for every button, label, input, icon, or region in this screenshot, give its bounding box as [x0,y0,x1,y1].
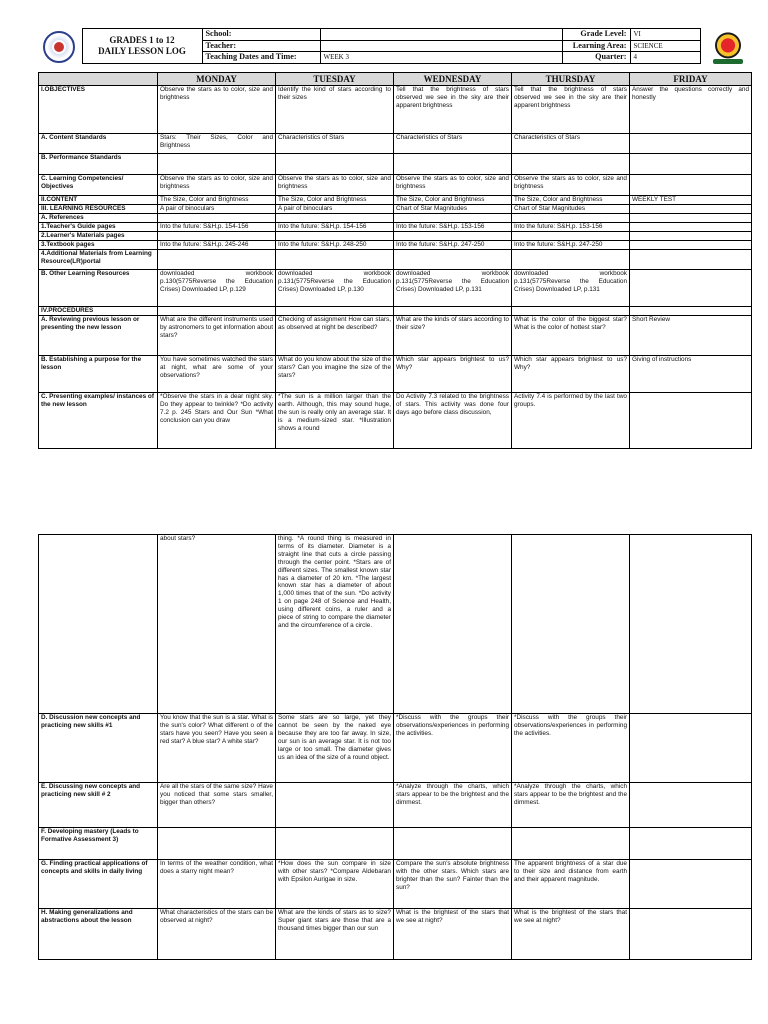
row-label: B. Establishing a purpose for the lesson [39,356,158,393]
table-cell [630,307,752,316]
table-cell [512,307,630,316]
table-cell: The Size, Color and Brightness [394,196,512,205]
learning-area-value: SCIENCE [630,40,700,52]
table-cell [630,783,752,828]
table-cell: Stars: Their Sizes, Color and Brightness [158,134,276,154]
table-cell: Which star appears brightest to us? Why? [512,356,630,393]
table-row [39,828,752,860]
table-cell: Chart of Star Magnitudes [394,205,512,214]
table-cell: downloaded workbook p.131(5775Reverse the Education Crises) Downloaded LP, p.131 [512,270,630,307]
table-cell [394,828,512,860]
row-label: C. Presenting examples/ instances of the new lesson [39,393,158,449]
table-row [39,393,752,449]
table-cell: You have sometimes watched the stars at night, what are some of your observations? [158,356,276,393]
table-cell [630,535,752,714]
table-row [39,241,752,250]
table-cell: Into the future: S&H,p. 153-156 [512,223,630,232]
table-row [39,196,752,205]
table-cell: Characteristics of Stars [512,134,630,154]
table-cell: Answer the questions correctly and honestly [630,86,752,134]
table-cell: Observe the stars as to color, size and brightness [158,86,276,134]
table-cell [630,214,752,223]
table-cell: Into the future: S&H,p. 154-156 [158,223,276,232]
table-row [39,154,752,175]
table-cell: The Size, Color and Brightness [512,196,630,205]
table-cell: What is the brightest of the stars that we see at night? [394,909,512,960]
table-row [39,86,752,134]
table-cell [630,909,752,960]
quarter-value: 4 [630,52,700,64]
table-cell [158,828,276,860]
table-cell: downloaded workbook p.131(5775Reverse the Education Crises) Downloaded LP, p.131 [394,270,512,307]
table-cell [512,535,630,714]
table-cell: Observe the stars as to color, size and brightness [394,175,512,196]
table-row [39,175,752,196]
row-label: D. Discussion new concepts and practicing new skills #1 [39,714,158,783]
table-cell: Identify the kind of stars according to their sizes [276,86,394,134]
table-cell [630,223,752,232]
table-cell: about stars? [158,535,276,714]
day-header: THURSDAY [512,73,630,86]
table-cell [630,232,752,241]
lesson-log-table-part1 [38,72,752,449]
table-cell [630,175,752,196]
table-cell: *The sun is a million larger than the earth. Although, this may sound huge, the sun is really only an average star. It is a medium-sized star. *Illustration shows a round [276,393,394,449]
table-cell [276,250,394,270]
teacher-value [320,40,562,52]
row-label: F. Developing mastery (Leads to Formative Assessment 3) [39,828,158,860]
table-row [39,223,752,232]
row-label: III. LEARNING RESOURCES [39,205,158,214]
table-cell [630,393,752,449]
table-cell: Chart of Star Magnitudes [512,205,630,214]
table-cell: The apparent brightness of a star due to their size and distance from earth and their apparent magnitude. [512,860,630,909]
header-table [38,28,751,64]
table-cell: Into the future: S&H,p. 153-156 [394,223,512,232]
table-row [39,214,752,223]
corner-header [39,73,158,86]
table-cell: What do you know about the size of the stars? Can you imagine the size of the stars? [276,356,394,393]
row-label: IV.PROCEDURES [39,307,158,316]
day-header: MONDAY [158,73,276,86]
table-row [39,356,752,393]
table-cell: Which star appears brightest to us? Why? [394,356,512,393]
table-cell: *Analyze through the charts, which stars appear to be the brightest and the dimmest. [512,783,630,828]
table-cell [276,307,394,316]
table-cell: Giving of instructions [630,356,752,393]
grade-level-value: VI [630,29,700,41]
table-cell [630,250,752,270]
table-cell: *Discuss with the groups their observations/experiences in performing the activities. [394,714,512,783]
table-row [39,232,752,241]
table-cell [276,783,394,828]
table-cell [512,828,630,860]
row-label: 2.Learner's Materials pages [39,232,158,241]
table-cell: downloaded workbook p.131(5775Reverse the Education Crises) Downloaded LP, p.130 [276,270,394,307]
table-cell: Tell that the brightness of stars observed we see in the sky are their apparent brightness [394,86,512,134]
table-cell [394,154,512,175]
row-label: 1.Teacher's Guide pages [39,223,158,232]
table-cell [158,250,276,270]
row-label: G. Finding practical applications of concepts and skills in daily living [39,860,158,909]
table-cell: Are all the stars of the same size? Have you noticed that some stars smaller, bigger than others? [158,783,276,828]
table-cell [630,828,752,860]
table-cell [630,270,752,307]
table-cell [276,828,394,860]
table-cell: Observe the stars as to color, size and brightness [158,175,276,196]
title-line-1: GRADES 1 to 12 [109,35,175,45]
table-row [39,134,752,154]
table-row [39,307,752,316]
table-cell: *How does the sun compare in size with other stars? *Compare Aldebaran with Epsilon Aurigae in size. [276,860,394,909]
deped-seal-logo [43,31,75,63]
school-value [320,29,562,41]
teaching-dates-label: Teaching Dates and Time: [202,52,320,64]
lesson-log-table-part2 [38,534,752,960]
table-cell [158,307,276,316]
table-cell: Activity 7.4 is performed by the last two groups. [512,393,630,449]
table-row [39,205,752,214]
teacher-label: Teacher: [202,40,320,52]
table-cell [630,241,752,250]
row-label: II.CONTENT [39,196,158,205]
table-cell: The Size, Color and Brightness [158,196,276,205]
table-cell [630,714,752,783]
row-label: H. Making generalizations and abstractions about the lesson [39,909,158,960]
table-row [39,535,752,714]
table-cell: Compare the sun's absolute brightness with the other stars. Which stars are brighter than the sun? Fainter than the sun? [394,860,512,909]
table-cell [276,154,394,175]
table-row [39,860,752,909]
table-cell [158,154,276,175]
table-cell: Checking of assignment How can stars, as observed at night be described? [276,316,394,356]
row-label: 3.Textbook pages [39,241,158,250]
school-label: School: [202,29,320,41]
teaching-dates-value: WEEK 3 [320,52,562,64]
row-label: A. References [39,214,158,223]
table-cell: A pair of binoculars [276,205,394,214]
grade-level-label: Grade Level: [562,29,630,41]
table-cell [512,232,630,241]
table-cell: thing. *A round thing is measured in terms of its diameter. Diameter is a straight line that cuts a circle passing through the center point. *Stars are of different sizes. The smallest known star has a diameter of 20 km. *The largest known star has a diameter of about 1,000 times that of the sun. *Do activity 1 on page 248 of Science and Health, using different coins, a ruler and a piece of string to compare the diameter and the circumference of a circle. [276,535,394,714]
document-title [82,29,202,64]
day-header: TUESDAY [276,73,394,86]
table-cell [630,134,752,154]
table-cell: Characteristics of Stars [276,134,394,154]
table-cell: *Discuss with the groups their observations/experiences in performing the activities. [512,714,630,783]
table-cell [630,205,752,214]
school-emblem-logo [711,31,745,63]
table-cell: *Analyze through the charts, which stars appear to be the brightest and the dimmest. [394,783,512,828]
table-cell [394,307,512,316]
table-cell: Into the future: S&H,p. 247-250 [394,241,512,250]
table-cell [394,214,512,223]
table-row [39,714,752,783]
emblem-cell [700,29,751,64]
row-label: B. Other Learning Resources [39,270,158,307]
day-header: WEDNESDAY [394,73,512,86]
table-cell: What is the brightest of the stars that we see at night? [512,909,630,960]
title-line-2: DAILY LESSON LOG [98,46,186,56]
table-cell [276,214,394,223]
table-row [39,909,752,960]
row-label: A. Content Standards [39,134,158,154]
table-cell: Into the future: S&H,p. 154-156 [276,223,394,232]
table-row [39,250,752,270]
row-label: B. Performance Standards [39,154,158,175]
table-cell: What are the different instruments used by astronomers to get information about stars? [158,316,276,356]
row-label [39,535,158,714]
table-cell: *Observe the stars in a dear night sky. Do they appear to twinkle? *Do activity 7.2 p. 245 Stars and Our Sun *What conclusion can you draw [158,393,276,449]
table-cell [394,535,512,714]
table-cell: What characteristics of the stars can be observed at night? [158,909,276,960]
table-cell: Into the future: S&H,p. 248-250 [276,241,394,250]
table-cell [394,250,512,270]
table-cell: In terms of the weather condition, what does a starry night mean? [158,860,276,909]
day-header-row [39,73,752,86]
table-cell: Into the future: S&H,p. 247-250 [512,241,630,250]
table-cell: WEEKLY TEST [630,196,752,205]
table-cell: Do Activity 7.3 related to the brightness of stars. This activity was done four days ago before class discussion, [394,393,512,449]
table-cell [512,214,630,223]
table-cell [630,860,752,909]
table-cell: What are the kinds of stars as to size? Super giant stars are those that are a thousand times bigger than our sun [276,909,394,960]
table-cell: You know that the sun is a star. What is the sun's color? What different o of the stars have you seen? Have you seen a red star? A blue star? A white star? [158,714,276,783]
table-cell [158,232,276,241]
table-cell [158,214,276,223]
table-row [39,783,752,828]
deped-seal-cell [38,29,82,64]
row-label: C. Learning Competencies/ Objectives [39,175,158,196]
day-header: FRIDAY [630,73,752,86]
row-label: E. Discussing new concepts and practicing new skill # 2 [39,783,158,828]
table-cell: Observe the stars as to color, size and brightness [276,175,394,196]
row-label: 4.Additional Materials from Learning Resource(LR)portal [39,250,158,270]
table-cell: downloaded workbook p.130(5775Reverse the Education Crises) Downloaded LP, p.129 [158,270,276,307]
table-cell [512,154,630,175]
table-cell: Characteristics of Stars [394,134,512,154]
table-cell [276,232,394,241]
table-cell: What are the kinds of stars according to their size? [394,316,512,356]
row-label: I.OBJECTIVES [39,86,158,134]
table-cell: Into the future: S&H,p. 245-246 [158,241,276,250]
table-cell: What is the color of the biggest star? What is the color of hottest star? [512,316,630,356]
table-cell: The Size, Color and Brightness [276,196,394,205]
learning-area-label: Learning Area: [562,40,630,52]
quarter-label: Quarter: [562,52,630,64]
table-cell [630,154,752,175]
table-cell: Short Review [630,316,752,356]
table-row [39,270,752,307]
table-cell [394,232,512,241]
table-cell: Some stars are so large, yet they cannot be seen by the naked eye because they are too far away. In size, our sun is an average star. It is not too large or too small. The diameter gives us an idea of the size of a round object. [276,714,394,783]
table-cell: Tell that the brightness of stars observed we see in the sky are their apparent brightness [512,86,630,134]
row-label: A. Reviewing previous lesson or presenting the new lesson [39,316,158,356]
table-cell [512,250,630,270]
table-cell: A pair of binoculars [158,205,276,214]
table-cell: Observe the stars as to color, size and brightness [512,175,630,196]
table-row [39,316,752,356]
